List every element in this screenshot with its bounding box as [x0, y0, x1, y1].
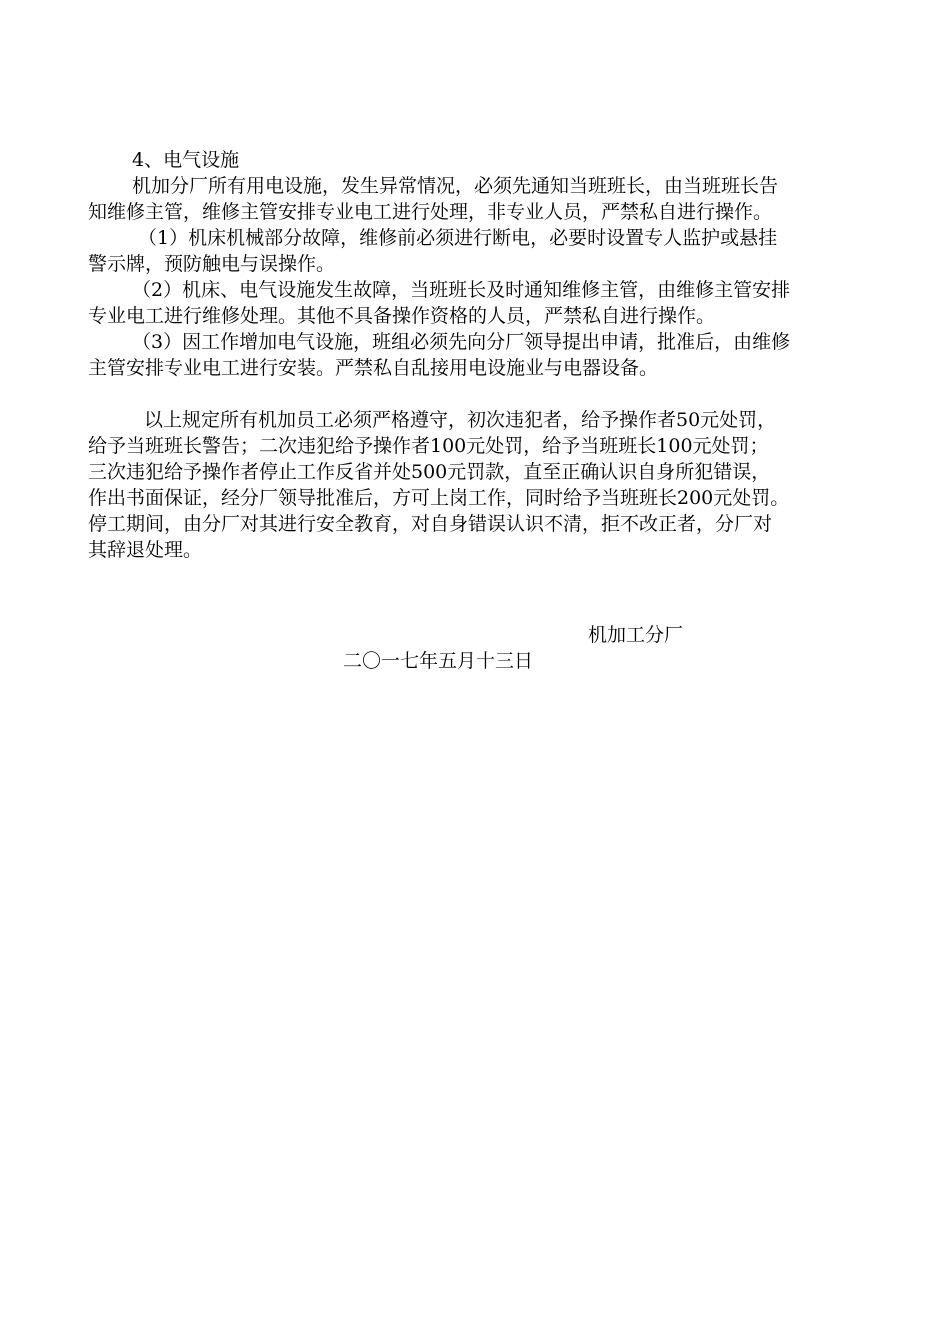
item-1-line: （1）机床机械部分故障，维修前必须进行断电，必要时设置专人监护或悬挂 [138, 227, 778, 249]
penalty-line: 三次违犯给予操作者停止工作反省并处500元罚款，直至正确认识自身所犯错误， [88, 461, 771, 483]
penalty-line: 停工期间，由分厂对其进行安全教育，对自身错误认识不清，拒不改正者，分厂对 [88, 513, 773, 535]
signature-unit: 机加工分厂 [588, 624, 684, 646]
item-3-line: （3）因工作增加电气设施，班组必须先向分厂领导提出申请，批准后，由维修 [132, 331, 791, 353]
penalty-line: 以上规定所有机加员工必须严格遵守，初次违犯者，给予操作者50元处罚， [144, 409, 777, 431]
penalty-line: 作出书面保证，经分厂领导批准后，方可上岗工作，同时给予当班班长200元处罚。 [88, 487, 790, 509]
item-1-line: 警示牌，预防触电与误操作。 [88, 253, 336, 275]
item-2-line: 专业电工进行维修处理。其他不具备操作资格的人员，严禁私自进行操作。 [88, 305, 716, 327]
document-body [88, 147, 878, 563]
section-heading: 4、电气设施 [132, 149, 240, 171]
item-3-line: 主管安排专业电工进行安装。严禁私自乱接用电设施业与电器设备。 [88, 357, 659, 379]
penalty-line: 给予当班班长警告；二次违犯给予操作者100元处罚，给予当班班长100元处罚； [88, 435, 769, 457]
document-date: 二〇一七年五月十三日 [343, 650, 534, 672]
intro-line: 机加分厂所有用电设施，发生异常情况，必须先通知当班班长，由当班班长告 [132, 175, 779, 197]
penalty-line: 其辞退处理。 [88, 539, 203, 561]
blank-line [88, 381, 878, 407]
item-2-line: （2）机床、电气设施发生故障，当班班长及时通知维修主管，由维修主管安排 [132, 279, 791, 301]
intro-line: 知维修主管，维修主管安排专业电工进行处理，非专业人员，严禁私自进行操作。 [88, 201, 773, 223]
